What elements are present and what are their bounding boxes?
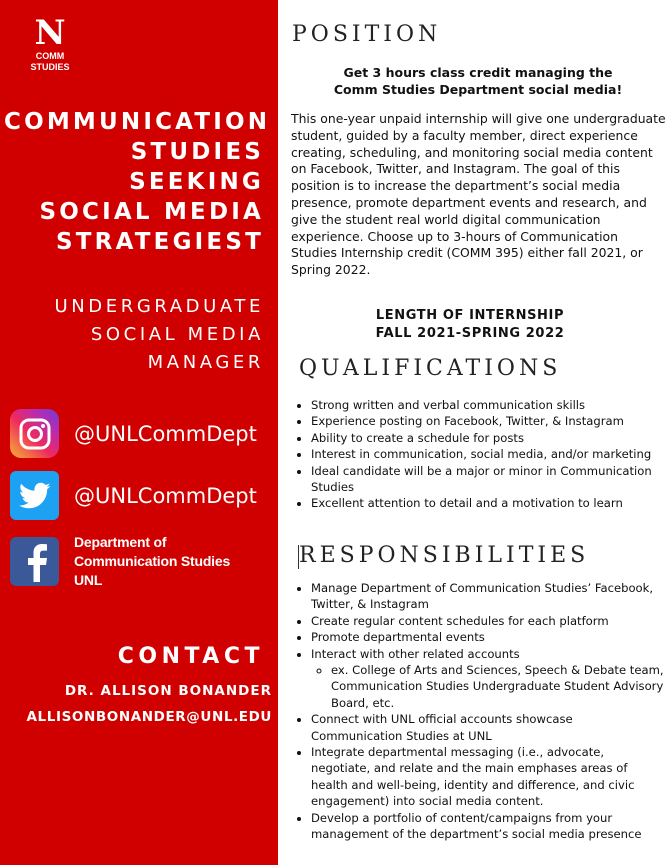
contact-name: DR. ALLISON BONANDER [64, 683, 272, 699]
subheading-line: UNDERGRADUATE [54, 296, 264, 317]
contact-email[interactable]: ALLISONBONANDER@UNL.EDU [26, 709, 272, 725]
headline [4, 107, 271, 257]
responsibilities-heading: RESPONSIBILITIES [299, 543, 590, 568]
position-heading: POSITION [292, 22, 442, 47]
qualifications-heading: QUALIFICATIONS [299, 356, 562, 381]
twitter-handle[interactable]: @UNLCommDept [74, 483, 257, 508]
facebook-page-name[interactable] [74, 533, 230, 590]
list-item: • Excellent attention to detail and a motivation to learn [311, 495, 666, 511]
headline-line: STRATEGIEST [56, 229, 264, 255]
list-item-text: Interact with other related accounts [311, 646, 520, 661]
instagram-row [10, 409, 257, 458]
subheading-line: MANAGER [147, 352, 264, 373]
position-lead [292, 64, 664, 98]
list-item: • Experience posting on Facebook, Twitter, & Instagram [311, 413, 666, 429]
responsibilities-list [295, 580, 666, 843]
sub-list [311, 662, 666, 711]
list-item: • Ideal candidate will be a major or minor in Communication Studies [311, 463, 666, 496]
list-item: • Interest in communication, social media, and/or marketing [311, 446, 666, 462]
subheading-line: SOCIAL MEDIA [90, 324, 264, 345]
length-value: FALL 2021-SPRING 2022 [375, 326, 565, 341]
list-item: • Integrate departmental messaging (i.e., advocate, negotiate, and relate and the main emphases areas of health and well-being, identity and difference, and civic engagement) into social media content. [311, 744, 666, 810]
headline-line: SOCIAL MEDIA [39, 199, 264, 225]
list-item: • Promote departmental events [311, 629, 666, 645]
headline-line: COMMUNICATION [4, 109, 271, 135]
headline-line: STUDIES SEEKING [129, 139, 264, 195]
list-item [311, 646, 666, 712]
comm-studies-logo [30, 13, 70, 72]
list-item: • Ability to create a schedule for posts [311, 430, 666, 446]
facebook-icon[interactable] [10, 537, 59, 586]
sub-list-item: ◦ ex. College of Arts and Sciences, Speech & Debate team, Communication Studies Undergraduate Student Advisory Board, etc. [331, 662, 666, 711]
facebook-line: UNL [74, 572, 103, 588]
subheading [4, 293, 264, 377]
list-item: • Develop a portfolio of content/campaigns from your management of the department’s social media presence [311, 810, 666, 843]
instagram-handle[interactable]: @UNLCommDept [74, 421, 257, 446]
contact-title: CONTACT [117, 644, 264, 669]
list-item: • Connect with UNL official accounts showcase Communication Studies at UNL [311, 711, 666, 744]
logo-text-studies: STUDIES [30, 62, 70, 72]
position-description: This one-year unpaid internship will give one undergraduate student, guided by a faculty member, direct experience creating, scheduling, and monitoring social media content on Facebook, Twitter, and Instagram. The goal of this position is to increase the department’s social media presence, promote department events and research, and give the student real world digital communication experience. Choose up to 3-hours of Communication Studies Internship credit (COMM 395) either fall 2021, or Spring 2022. [291, 111, 666, 278]
lead-line: Comm Studies Department social media! [333, 82, 623, 97]
twitter-icon[interactable] [10, 471, 59, 520]
sidebar [0, 0, 278, 865]
list-item: • Strong written and verbal communication skills [311, 397, 666, 413]
list-item: • Manage Department of Communication Studies’ Facebook, Twitter, & Instagram [311, 580, 666, 613]
list-item: • Create regular content schedules for each platform [311, 613, 666, 629]
twitter-row [10, 471, 257, 520]
instagram-icon[interactable] [10, 409, 59, 458]
length-label: LENGTH OF INTERNSHIP [375, 308, 565, 323]
nebraska-n-logo: N [34, 13, 66, 53]
logo-text-comm: COMM [35, 51, 65, 61]
qualifications-list [295, 397, 666, 512]
facebook-row [10, 533, 230, 590]
facebook-line: Communication Studies [74, 553, 231, 569]
facebook-line: Department of [74, 534, 167, 550]
main-content [278, 0, 670, 865]
lead-line: Get 3 hours class credit managing the [343, 65, 613, 80]
internship-length [292, 307, 648, 343]
